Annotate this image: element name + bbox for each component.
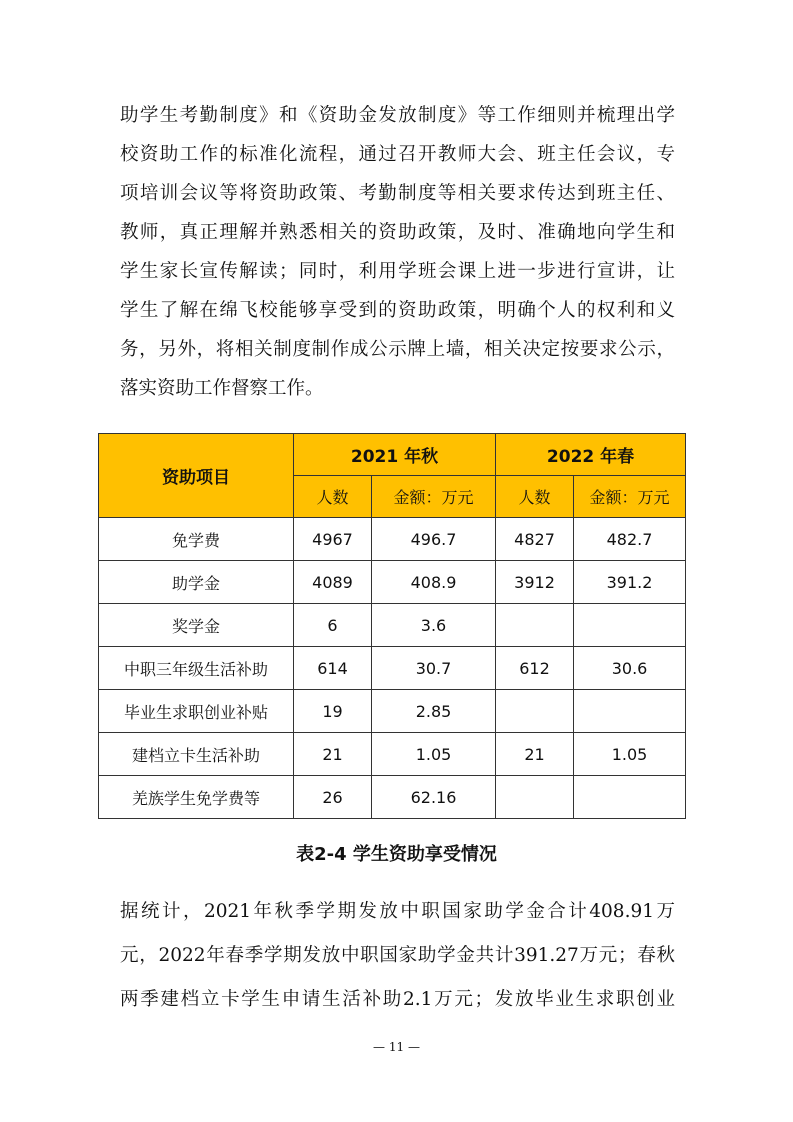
amount-cell <box>574 776 686 819</box>
amount-cell: 1.05 <box>372 733 496 776</box>
item-header: 资助项目 <box>99 434 294 518</box>
paragraph-line: 据统计，2021年秋季学期发放中职国家助学金合计408.91万 <box>120 901 675 922</box>
amount-cell: 30.7 <box>372 647 496 690</box>
people-cell: 614 <box>294 647 372 690</box>
paragraph-line: 落实资助工作督察工作。 <box>120 378 324 399</box>
table-row <box>99 733 686 776</box>
table-row <box>99 690 686 733</box>
aid-table <box>98 433 686 819</box>
item-cell: 免学费 <box>99 518 294 561</box>
people-cell: 26 <box>294 776 372 819</box>
people-cell <box>496 690 574 733</box>
amount-cell: 496.7 <box>372 518 496 561</box>
item-cell: 毕业生求职创业补贴 <box>99 690 294 733</box>
table-row <box>99 647 686 690</box>
people-header: 人数 <box>496 476 574 518</box>
table-row <box>99 776 686 819</box>
people-cell: 4089 <box>294 561 372 604</box>
page-number: — 11 — <box>373 1040 420 1054</box>
people-cell: 4827 <box>496 518 574 561</box>
people-cell <box>496 604 574 647</box>
table-row <box>99 518 686 561</box>
people-cell: 4967 <box>294 518 372 561</box>
item-cell: 建档立卡生活补助 <box>99 733 294 776</box>
people-header: 人数 <box>294 476 372 518</box>
term-header-2021-autumn: 2021 年秋 <box>294 434 496 476</box>
people-cell: 6 <box>294 604 372 647</box>
amount-cell: 391.2 <box>574 561 686 604</box>
item-cell: 奖学金 <box>99 604 294 647</box>
people-cell: 612 <box>496 647 574 690</box>
people-cell: 21 <box>294 733 372 776</box>
item-cell: 助学金 <box>99 561 294 604</box>
paragraph-line: 学生家长宣传解读；同时，利用学班会课上进一步进行宣讲，让 <box>120 261 675 282</box>
amount-cell: 3.6 <box>372 604 496 647</box>
people-cell <box>496 776 574 819</box>
item-cell: 中职三年级生活补助 <box>99 647 294 690</box>
paragraph-2 <box>120 890 675 1022</box>
paragraph-line: 教师，真正理解并熟悉相关的资助政策，及时、准确地向学生和 <box>120 222 675 243</box>
amount-cell: 482.7 <box>574 518 686 561</box>
amount-header: 金额：万元 <box>372 476 496 518</box>
table-row <box>99 561 686 604</box>
amount-cell <box>574 690 686 733</box>
paragraph-line: 项培训会议等将资助政策、考勤制度等相关要求传达到班主任、 <box>120 183 675 204</box>
amount-cell: 408.9 <box>372 561 496 604</box>
paragraph-line: 元，2022年春季学期发放中职国家助学金共计391.27万元；春秋 <box>120 945 675 966</box>
term-header-2022-spring: 2022 年春 <box>496 434 686 476</box>
paragraph-1 <box>120 96 675 408</box>
amount-cell: 1.05 <box>574 733 686 776</box>
amount-cell: 30.6 <box>574 647 686 690</box>
amount-cell: 2.85 <box>372 690 496 733</box>
item-cell: 羌族学生免学费等 <box>99 776 294 819</box>
people-cell: 21 <box>496 733 574 776</box>
table-caption: 表2-4 学生资助享受情况 <box>296 844 497 865</box>
table-row <box>99 604 686 647</box>
paragraph-line: 务，另外，将相关制度制作成公示牌上墙，相关决定按要求公示， <box>120 339 675 360</box>
paragraph-line: 两季建档立卡学生申请生活补助2.1万元；发放毕业生求职创业 <box>120 989 675 1010</box>
paragraph-line: 校资助工作的标准化流程，通过召开教师大会、班主任会议，专 <box>120 144 675 165</box>
amount-cell: 62.16 <box>372 776 496 819</box>
amount-cell <box>574 604 686 647</box>
people-cell: 19 <box>294 690 372 733</box>
amount-header: 金额：万元 <box>574 476 686 518</box>
paragraph-line: 学生了解在绵飞校能够享受到的资助政策，明确个人的权利和义 <box>120 300 675 321</box>
people-cell: 3912 <box>496 561 574 604</box>
paragraph-line: 助学生考勤制度》和《资助金发放制度》等工作细则并梳理出学 <box>120 105 675 126</box>
